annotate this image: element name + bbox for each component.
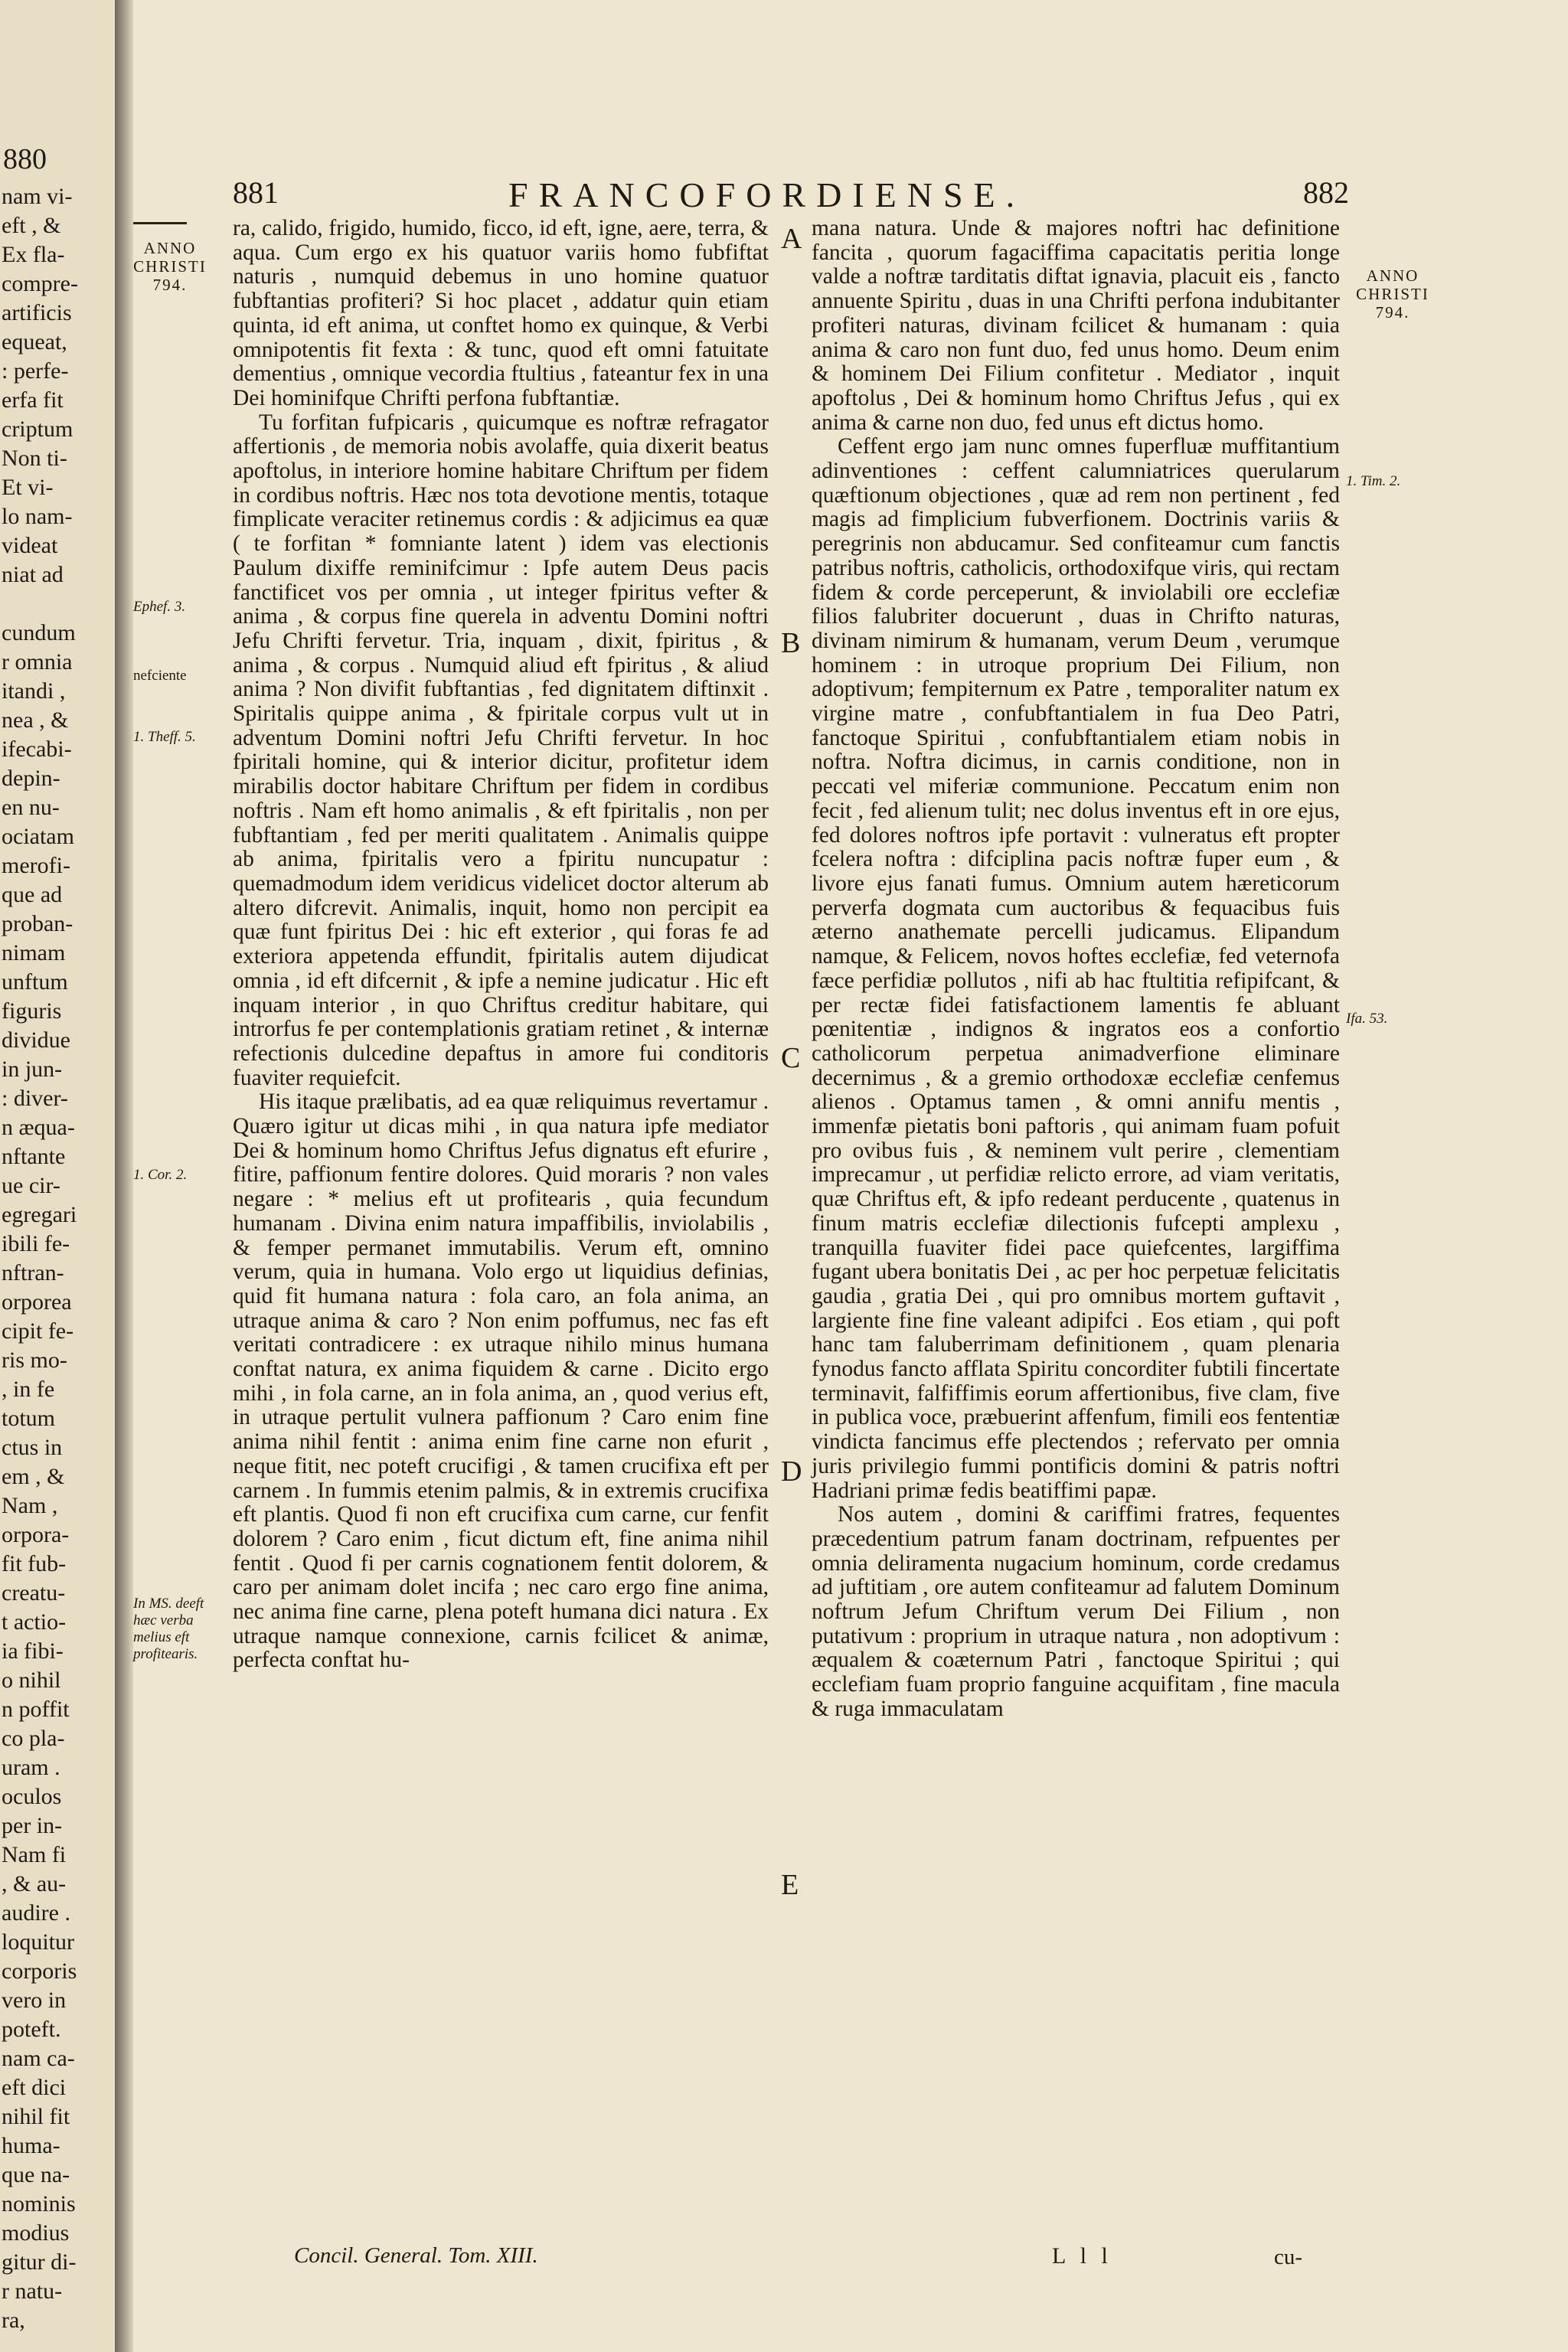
footer-source: Concil. General. Tom. XIII. bbox=[294, 2243, 538, 2268]
margin-note-ms: In MS. deeft hæc verba melius eft profitearis. bbox=[133, 1596, 204, 1662]
margin-note-isa: Ifa. 53. bbox=[1346, 1011, 1388, 1027]
page-number-right: 882 bbox=[1303, 175, 1349, 210]
section-letter-b: B bbox=[781, 627, 801, 659]
section-letter-d: D bbox=[781, 1455, 802, 1488]
left-paragraph: Tu forfitan fufpicaris , quicumque es noftræ refragator affertionis , de memoria nobis avolaffe, quia dixerit beatus apoftolus, in interiore homine habitare Chriftum per fidem in cordibus noftris. Hæc nos tota devotione mentis, totaque fimplicate veraciter retinemus cordis : & adjicimus ea quæ ( te forfitan * fomniante latent ) idem vas electionis Paulum dixiffe reminifcimur : Ipfe autem Deus pacis fanctificet vos per omnia , ut integer fpiritus vefter & anima , & corpus fine querela in adventu Domini noftri Jefu Chrifti fervetur. Tria, inquam , dixit, fpiritus , & anima , & corpus . Numquid aliud eft fpiritus , & aliud anima ? Non divifit fubftantias , fed dignitatem diftinxit . Spiritalis quippe anima , & fpiritale corpus vult ut in adventum Domini noftri Jefu Chrifti fervetur. In hoc fpiritali homine, qui & interior dicitur, profitetur idem mirabilis doctor habitare Chriftum per fidem in cordibus noftris . Nam eft homo animalis , & eft fpiritalis , non per fubftantiam , fed per meriti qualitatem . Animalis quippe ab anima, fpiritalis vero a fpiritu nuncupatur : quemadmodum idem veridicus videlicet doctor alterum ab altero difcrevit. Animalis, inquit, homo non percipit ea quæ funt fpiritus Dei : hic eft exterior , qui foras fe ad exteriora appetenda effundit, fpiritalis autem dijudicat omnia , id eft difcernit , & ipfe a nemine judicatur . Hic eft inquam interior , in quo Chriftus creditur habitare, qui introrfus fe per contemplationis gratiam retinet , & internæ refectionis dulcedine depaftus in amore fui conditoris fuaviter requiefcit. bbox=[233, 410, 769, 1090]
margin-note-ephes: Ephef. 3. bbox=[133, 599, 186, 615]
right-paragraph: Nos autem , domini & cariffimi fratres, fequentes præcedentium patrum fanam doctrinam, refpuentes per omnia deliramenta nugacium hominum, corde credamus ad juftitiam , ore autem confiteamur ad falutem Dominum noftrum Jefum Chriftum verum Dei Filium , non putativum : proprium in utraque natura , non adoptivum : æqualem & coæternum Patri , fanctoque Spiritui ; qui ecclefiam fuam proprio fanguine acquifitam , fine macula & ruga immaculatam bbox=[812, 1502, 1340, 1721]
previous-page-margin-text: nam vi- eft , & Ex fla- compre- artificis equeat, : perfe- erfa fit criptum Non ti- Et vi- lo nam- videat niat ad cundum r omnia itandi , nea , & ifecabi- depin- en nu- ociatam merofi- que ad proban- nimam unftum figuris dividue in jun- : diver- n æqua- nftante ue cir- egregari ibili fe- nftran- orporea cipit fe- ris mo- , in fe totum ctus in em , & Nam , orpora- fit fub- creatu- t actio- ia fibi- o nihil n poffit co pla- uram . oculos per in- Nam fi , & au- audire . loquitur corporis vero in poteft. nam ca- eft dici nihil fit huma- que na- nominis modius gitur di- r natu- ra, bbox=[2, 184, 78, 2333]
margin-note-thess: 1. Theff. 5. bbox=[133, 729, 196, 745]
previous-page-edge bbox=[0, 0, 115, 2352]
page-header bbox=[133, 175, 1568, 220]
footer-catchword: cu- bbox=[1274, 2245, 1303, 2269]
header-rule bbox=[133, 222, 187, 224]
year-note-left: ANNO CHRISTI 794. bbox=[133, 239, 207, 294]
margin-note-nesciente: nefciente bbox=[133, 668, 187, 684]
section-letter-a: A bbox=[781, 223, 802, 255]
footer-signature: L l l bbox=[1052, 2243, 1112, 2269]
margin-note-tim: 1. Tim. 2. bbox=[1346, 473, 1401, 489]
year-note-right: ANNO CHRISTI 794. bbox=[1356, 266, 1429, 322]
margin-note-cor: 1. Cor. 2. bbox=[133, 1167, 188, 1183]
section-letter-c: C bbox=[781, 1042, 801, 1074]
section-letter-e: E bbox=[781, 1869, 799, 1901]
right-text-column bbox=[812, 217, 1340, 1722]
book-page bbox=[133, 0, 1568, 2352]
right-paragraph: mana natura. Unde & majores noftri hac definitione fancita , quorum fagaciffima capacitatis peritia longe valde a noftræ tarditatis diftat ignavia, placuit eis , fancto annuente Spiritu , duas in una Chrifti perfona indubitanter profiteri naturas, divinam fcilicet & humanam : quia anima & caro non funt duo, fed unus homo. Deum enim & hominem Dei Filium confitetur . Mediator , inquit apoftolus , Dei & hominum homo Chriftus Jefus , qui ex anima & carne non duo, fed unus eft dictus homo. bbox=[812, 216, 1340, 435]
left-text-column bbox=[233, 217, 769, 1673]
left-paragraph: His itaque prælibatis, ad ea quæ reliquimus revertamur . Quæro igitur ut dicas mihi , in qua natura ipfe mediator Dei & hominum homo Chriftus Jefus dignatus eft efurire , fitire, paffionum fentire dolores. Quid moraris ? non vales negare : * melius eft ut profitearis , quia fecundum humanam . Divina enim natura impaffibilis, inviolabilis , & femper permanet immutabilis. Verum eft, omnino verum, quia in humana. Volo ergo ut liquidius definias, quid fit humana natura : fola caro, an fola anima, an utraque anima & caro ? Non enim poffumus, nec fas eft veritati contradicere : ex utraque nihilo minus humana conftat natura, ex anima fiquidem & carne . Dicito ergo mihi , in fola carne, an in fola anima, an , quod verius eft, in utraque pertulit vulnera paffionum ? Caro enim fine anima nihil fentit : anima enim fine carne non efurit , neque fitit, nec poteft crucifigi , & tamen crucifixa eft per carnem . In fummis etenim palmis, & in extremis crucifixa eft plantis. Quod fi non eft crucifixa cum carne, cur fenfit dolorem ? Caro enim , ficut dictum eft, fine anima nihil fentit . Quod fi per carnis cognationem fentit dolorem, & caro per animam dolet incifa ; nec caro ergo fine anima, nec anima fine carne, plena poteft humana dici natura . Ex utraque namque connexione, carnis fcilicet & animæ, perfecta conftat hu- bbox=[233, 1089, 769, 1673]
book-gutter bbox=[115, 0, 133, 2352]
running-title: FRANCOFORDIENSE. bbox=[508, 175, 1026, 214]
right-paragraph: Ceffent ergo jam nunc omnes fuperfluæ muffitantium adinventiones : ceffent calumniatrices querularum quæftionum objectiones , quæ ad rem non pertinent , fed magis ad fimplicium fubverfionem. Doctrinis variis & peregrinis non abducamur. Sed confiteamur cum fanctis patribus noftris, catholicis, orthodoxifque viris, qui rectam fidem & corde perceperunt, & inviolabili ore ecclefiæ filios falubriter docuerunt , duas in Chrifto naturas, divinam nimirum & humanam, verum Deum , verumque hominem : in utroque proprium Dei Filium, non adoptivum; fempiternum ex Patre , temporaliter natum ex virgine matre , confubftantialem in fua Deo Patri, fanctoque Spiritui , confubftantialem etiam nobis in noftra. Noftra dicimus, in carnis conditione, non in peccati vel miferiæ communione. Peccatum enim non fecit , fed alienum tulit; nec dolus inventus eft in ore ejus, fed dolores noftros ipfe portavit : vulneratus eft propter fcelera noftra : difciplina pacis noftræ fuper eum , & livore ejus fanati fumus. Omnium autem hæreticorum perverfa dogmata cum auctoribus & fequacibus fuis æterno anathemate percelli judicamus. Elipandum namque, & Felicem, novos hoftes ecclefiæ, fed veternofa fæce perfidiæ pollutos , nifi ab hac ftultitia refipifcant, & per rectæ fidei fatisfactionem lamentis fe abluant pœnitentiæ , indignos & ingratos eos a confortio catholicorum perpetua animadverfione eliminare decernimus , & a gremio orthodoxæ ecclefiæ cenfemus alienos . Optamus tamen , & omni annifu mentis , immenfæ pietatis boni paftoris , qui animam fuam pofuit pro ovibus fuis , & neminem vult perire , clementiam imprecamur , ut perfidiæ relicto errore, ad viam veritatis, quæ Chriftus eft, & ipfo redeant perducente , quatenus in finum matris ecclefiæ dilectionis fufcepti amplexu , tranquilla fuaviter fidei pace quiefcentes, largiffima fugant ubera bonitatis Dei , ac per hoc perpetuæ felicitatis gaudia , gratia Dei , qui pro omnibus mortem guftavit , largiente fine fine valeant adipifci . Eos etiam , qui poft hanc tam faluberrimam definitionem , quam plenaria fynodus fancto afflata Spiritu concorditer fubtili fincertate terminavit, falfiffimis eorum affertionibus, five clam, five in publica voce, præbuerint affenfum, fimili eos fententiæ vindicta fancimus effe plectendos ; refervato per omnia juris privilegio fummi pontificis domini & patris noftri Hadriani primæ fedis beatiffimi papæ. bbox=[812, 434, 1340, 1503]
previous-page-number: 880 bbox=[3, 143, 47, 175]
left-paragraph: ra, calido, frigido, humido, ficco, id eft, igne, aere, terra, & aqua. Cum ergo ex his quatuor variis homo fubfiftat naturis , numquid debemus in uno homine quatuor fubftantias profiteri? Si hoc placet , addatur quin etiam quinta, id eft anima, ut conftet homo ex quinque, & Verbi omnipotentis fit fexta : & tunc, quod eft omni fatuitate dementius , omnique vecordia ftultius , fateantur fex in una Dei hominifque Chrifti perfona fubftantiæ. bbox=[233, 216, 769, 410]
page-number-left: 881 bbox=[233, 175, 279, 210]
